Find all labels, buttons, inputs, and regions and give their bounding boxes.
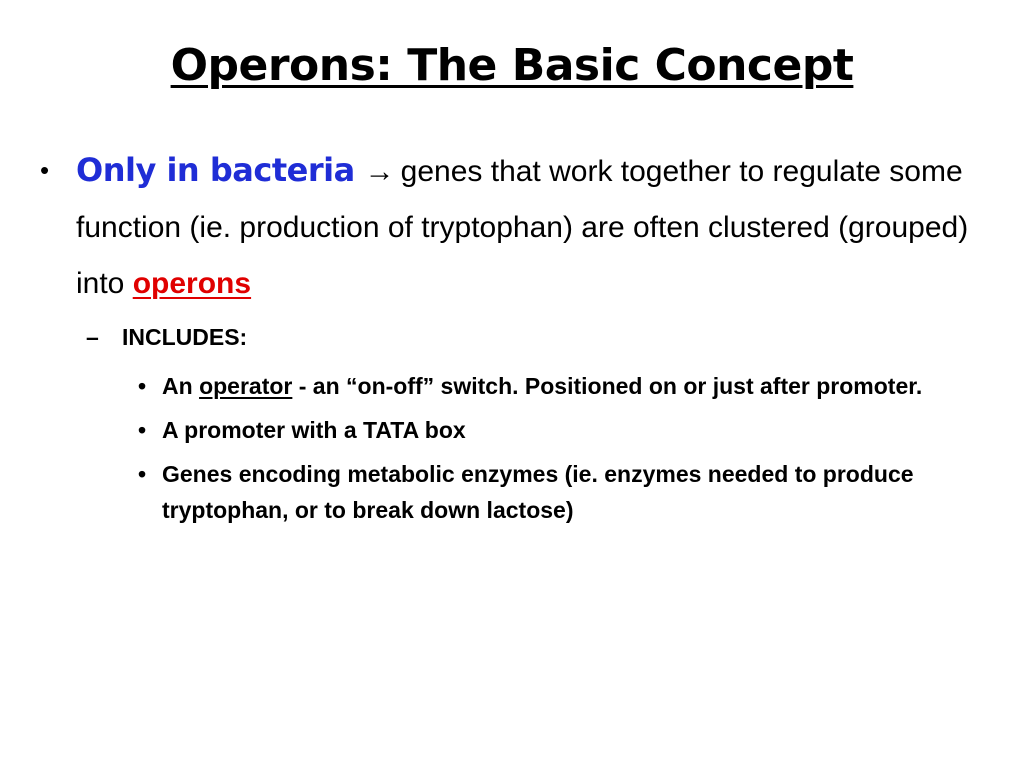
subitem-prefix: An [162, 373, 200, 399]
subitem-operator [122, 368, 990, 404]
dash-bullet-icon: – [86, 324, 99, 350]
bullet-dot-icon: • [138, 417, 147, 443]
right-arrow-icon: → [364, 155, 395, 188]
subitem-rest: - an “on-off” switch. Positioned on or just after promoter. [292, 373, 923, 399]
bullet-dot-icon: • [138, 373, 147, 399]
bullet-level1 [40, 142, 1000, 312]
keyword-operons: operons [132, 267, 252, 300]
subitem-text: A promoter with a TATA box [162, 417, 466, 443]
slide-title [0, 40, 1024, 93]
slide-title-text: Operons: The Basic Concept [170, 40, 854, 91]
subitem-text: Genes encoding metabolic enzymes (ie. enzymes needed to produce tryptophan, or to break down lactose) [162, 461, 914, 523]
bullet-dot-icon: • [138, 461, 147, 487]
bullet-dot-icon: • [40, 155, 50, 185]
subitem-genes [122, 456, 990, 528]
includes-label: INCLUDES: [122, 324, 248, 350]
slide-body [40, 142, 1000, 528]
emphasis-only-in-bacteria: Only in bacteria [76, 151, 355, 189]
term-operator: operator [199, 373, 293, 399]
bullet-level2-includes [86, 314, 1000, 360]
subitem-promoter [122, 412, 990, 448]
bullet1-text: genes that work together to regulate some function (ie. production of tryptophan) are often clustered (grouped) into [76, 155, 969, 300]
